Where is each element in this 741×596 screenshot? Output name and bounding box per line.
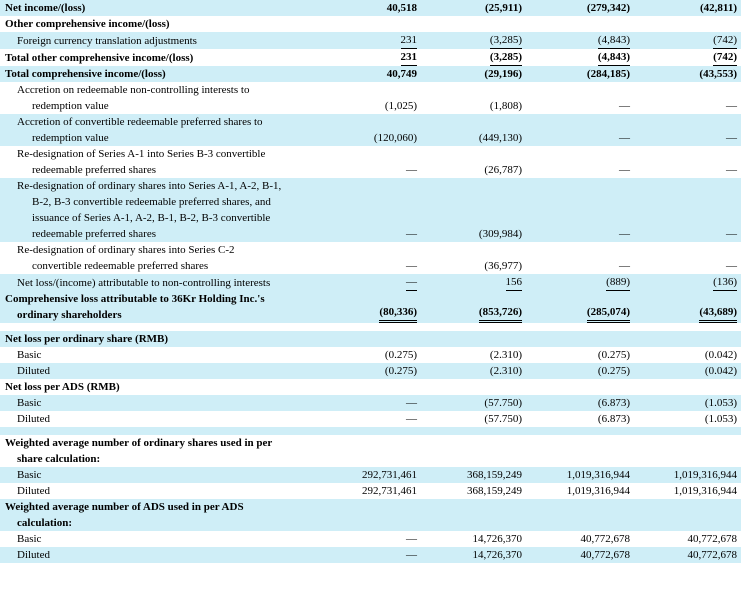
row-label: Total other comprehensive income/(loss)	[5, 52, 194, 64]
value-cell: —	[726, 164, 737, 176]
value-cell: (0.042)	[635, 363, 741, 379]
value-cell: —	[316, 395, 421, 411]
value-cell: —	[316, 547, 421, 563]
row-label: Net income/(loss)	[0, 0, 316, 16]
row-label: Diluted	[0, 363, 316, 379]
value-cell: (26,787)	[484, 164, 522, 176]
row-fx-adjustments	[0, 32, 741, 49]
value-cell: (742)	[713, 32, 737, 49]
value-cell: (0.275)	[597, 349, 630, 361]
row-label: Diluted	[17, 485, 50, 497]
section-header: Weighted average number of ADS used in per ADS calculation:	[0, 499, 316, 531]
value-cell: 231	[401, 32, 418, 49]
row-label: Basic	[17, 533, 42, 545]
value-cell: (0.275)	[528, 363, 635, 379]
row-diluted	[0, 363, 741, 379]
value-cell: 40,772,678	[528, 547, 635, 563]
value-cell: (6.873)	[597, 413, 630, 425]
spacer-row	[0, 427, 741, 435]
value-cell: (2.310)	[489, 349, 522, 361]
value-cell: (449,130)	[421, 114, 528, 146]
value-cell: (29,196)	[421, 66, 528, 82]
row-label: Diluted	[17, 413, 50, 425]
row-basic	[0, 395, 741, 411]
row-label: Re-designation of ordinary shares into Series A-1, A-2, B-1, B-2, B-3 convertible redeemable preferred shares, and issuance of Series A-1, A-2, B-1, B-2, B-3 convertible redeemable preferred shares	[0, 178, 316, 242]
row-label: Basic	[0, 395, 316, 411]
value-cell: 40,772,678	[580, 533, 630, 545]
value-cell: (0.275)	[384, 349, 417, 361]
value-cell: —	[619, 100, 630, 112]
row-redesignation-a1	[0, 146, 741, 178]
value-cell: 368,159,249	[467, 485, 522, 497]
row-redesignation-ordinary	[0, 178, 741, 242]
value-cell: (3,285)	[490, 49, 522, 66]
row-label: Re-designation of ordinary shares into Series C-2 convertible redeemable preferred shares	[17, 244, 235, 272]
value-cell: 231	[401, 49, 418, 66]
value-cell: (25,911)	[421, 0, 528, 16]
section-header: Other comprehensive income/(loss)	[5, 18, 170, 30]
value-cell: —	[619, 164, 630, 176]
value-cell: 14,726,370	[472, 533, 522, 545]
section-header: Weighted average number of ordinary shares used in per share calculation:	[5, 437, 273, 465]
row-label: Foreign currency translation adjustments	[0, 32, 316, 49]
row-label: Accretion of convertible redeemable preferred shares to redemption value	[0, 114, 316, 146]
row-section-header	[0, 379, 741, 395]
value-cell: (285,074)	[587, 304, 630, 323]
value-cell: (2.310)	[421, 363, 528, 379]
value-cell: (120,060)	[316, 114, 421, 146]
value-cell: 368,159,249	[421, 467, 528, 483]
section-header: Net loss per ADS (RMB)	[5, 381, 120, 393]
row-redesignation-c2	[0, 242, 741, 274]
row-label: Re-designation of Series A-1 into Series B-3 convertible redeemable preferred shares	[17, 148, 266, 176]
value-cell: (3,285)	[490, 32, 522, 49]
value-cell: 40,772,678	[687, 533, 737, 545]
spacer-row	[0, 323, 741, 331]
value-cell: —	[406, 413, 417, 425]
row-total-other-comprehensive	[0, 49, 741, 66]
value-cell: —	[619, 260, 630, 272]
value-cell: —	[726, 100, 737, 112]
row-label: Diluted	[0, 547, 316, 563]
value-cell: (6.873)	[528, 395, 635, 411]
value-cell: (284,185)	[528, 66, 635, 82]
value-cell: 40,518	[316, 0, 421, 16]
value-cell: 156	[506, 274, 523, 291]
value-cell: (1,025)	[384, 100, 417, 112]
value-cell: 1,019,316,944	[635, 467, 741, 483]
value-cell: (1,808)	[489, 100, 522, 112]
row-diluted	[0, 547, 741, 563]
section-header: Net loss per ordinary share (RMB)	[0, 331, 316, 347]
value-cell: 40,749	[316, 66, 421, 82]
value-cell: 292,731,461	[362, 485, 417, 497]
value-cell: —	[635, 178, 741, 242]
row-diluted	[0, 483, 741, 499]
value-cell: (43,689)	[699, 304, 737, 323]
row-section-header	[0, 435, 741, 467]
row-label: Basic	[17, 349, 42, 361]
row-section-header	[0, 499, 741, 531]
row-label: Net loss/(income) attributable to non-controlling interests	[0, 274, 316, 291]
value-cell: 1,019,316,944	[673, 485, 737, 497]
row-label: Comprehensive loss attributable to 36Kr Holding Inc.'s ordinary shareholders	[0, 291, 316, 323]
value-cell: —	[406, 164, 417, 176]
value-cell: (742)	[713, 49, 737, 66]
value-cell: (136)	[713, 274, 737, 291]
row-section-header	[0, 16, 741, 32]
value-cell: (4,843)	[598, 32, 630, 49]
row-total-comprehensive	[0, 66, 741, 82]
value-cell: (279,342)	[528, 0, 635, 16]
value-cell: (0.042)	[704, 349, 737, 361]
value-cell: (1.053)	[704, 413, 737, 425]
value-cell: —	[726, 260, 737, 272]
row-basic	[0, 347, 741, 363]
value-cell: —	[406, 274, 417, 291]
value-cell: (43,553)	[635, 66, 741, 82]
row-basic	[0, 531, 741, 547]
value-cell: —	[316, 178, 421, 242]
value-cell: (36,977)	[484, 260, 522, 272]
row-accretion-nci	[0, 82, 741, 114]
value-cell: 1,019,316,944	[566, 485, 630, 497]
row-section-header	[0, 331, 741, 347]
value-cell: 14,726,370	[421, 547, 528, 563]
row-label: Basic	[0, 467, 316, 483]
value-cell: (0.275)	[316, 363, 421, 379]
value-cell: —	[635, 114, 741, 146]
value-cell: (853,726)	[479, 304, 522, 323]
value-cell: (80,336)	[379, 304, 417, 323]
row-nci	[0, 274, 741, 291]
row-accretion-preferred	[0, 114, 741, 146]
row-basic	[0, 467, 741, 483]
value-cell: —	[528, 178, 635, 242]
value-cell: 292,731,461	[316, 467, 421, 483]
row-diluted	[0, 411, 741, 427]
value-cell: (42,811)	[635, 0, 741, 16]
row-label: Total comprehensive income/(loss)	[0, 66, 316, 82]
value-cell: (57.750)	[421, 395, 528, 411]
value-cell: —	[406, 260, 417, 272]
value-cell: (57.750)	[484, 413, 522, 425]
row-net-income	[0, 0, 741, 16]
value-cell: —	[406, 533, 417, 545]
row-label: Accretion on redeemable non-controlling interests to redemption value	[17, 84, 250, 112]
value-cell: (1.053)	[635, 395, 741, 411]
value-cell: 40,772,678	[635, 547, 741, 563]
value-cell: —	[528, 114, 635, 146]
row-comprehensive-loss-attributable	[0, 291, 741, 323]
value-cell: (309,984)	[421, 178, 528, 242]
value-cell: (889)	[606, 274, 630, 291]
value-cell: (4,843)	[598, 49, 630, 66]
value-cell: 1,019,316,944	[528, 467, 635, 483]
